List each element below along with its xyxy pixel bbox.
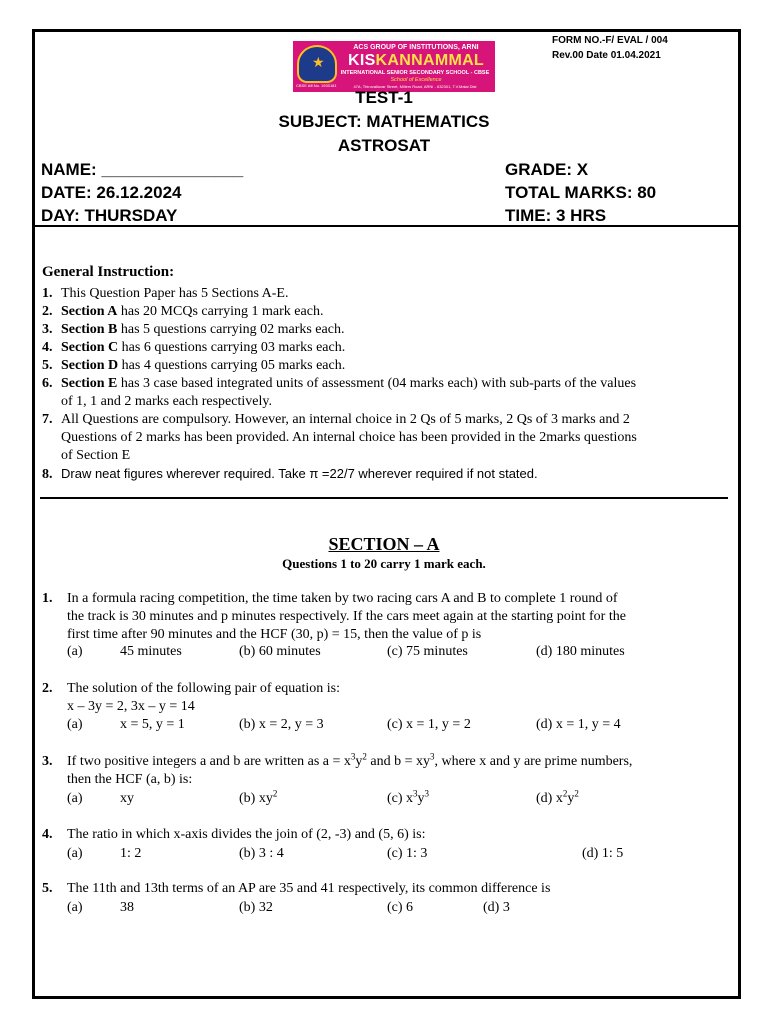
logo-kannammal: KANNAMMAL [375,52,485,69]
q1-option-a: 45 minutes [120,644,182,659]
q1-option-a-label: (a) [67,644,83,659]
subject-title: SUBJECT: MATHEMATICS [278,112,490,131]
q5-option-a: 38 [120,900,134,915]
logo-kis: KIS [347,52,376,69]
test-title: TEST-1 [355,88,413,103]
q4-option-c: (c) 1: 3 [387,846,428,861]
q1-option-c: (c) 75 minutes [387,644,468,659]
instruction-item: 8. Draw neat figures wherever required. Take π =22/7 wherever required if not stated. [42,466,538,482]
q1-option-b: (b) 60 minutes [239,644,321,659]
time-field: TIME: 3 HRS [505,206,607,225]
logo-school: INTERNATIONAL SENIOR SECONDARY SCHOOL - CBSE [340,70,490,76]
form-no-text: FORM NO.-F/ EVAL / 004 [552,35,668,46]
instruction-item: 6. Section E has 3 case based integrated units of assessment (04 marks each) with sub-parts of the values of 1, 1 and 2 marks each respectively. [42,376,637,409]
logo-tagline: School of Excellence [390,77,442,83]
q2-option-a: x = 5, y = 1 [120,717,185,732]
revision-text: Rev.00 Date 01.04.2021 [552,50,661,61]
q4-option-a-label: (a) [67,846,83,861]
question-2: 2. The solution of the following pair of equation is: x – 3y = 2, 3x – y = 14 [42,681,340,714]
logo-group: ACS GROUP OF INSTITUTIONS, ARNI [353,44,479,51]
school-logo [293,41,495,92]
header-divider [32,225,738,227]
instruction-item: 1. This Question Paper has 5 Sections A-E. [42,286,289,301]
form-number [552,33,668,63]
q2-option-d: (d) x = 1, y = 4 [536,717,621,732]
q3-option-d: (d) $x^2y^2$ [536,788,579,806]
name-field: NAME: _______________ [41,160,244,179]
q2-option-c: (c) x = 1, y = 2 [387,717,471,732]
logo-name [341,52,491,69]
q3-option-b: (b) $xy^2$ [239,788,278,806]
q1-option-d: (d) 180 minutes [536,644,625,659]
q4-option-d: (d) 1: 5 [582,846,624,861]
question-3: 3. If two positive integers a and b are written as $a = x^3y^2$ and $b = xy^3$, where x and y are prime numbers, then the HCF (a, b) is: [42,751,633,787]
section-subtitle: Questions 1 to 20 carry 1 mark each. [282,556,486,571]
grade-field: GRADE: X [505,160,589,179]
q5-option-a-label: (a) [67,900,83,915]
q3-option-a: xy [120,791,134,806]
logo-affiliation: CBSE Aff.No. 1930181 [296,83,337,88]
q4-option-b: (b) 3 : 4 [239,846,284,861]
section-title: SECTION – A [328,534,440,554]
q5-option-b: (b) 32 [239,900,273,915]
instruction-item: 5. Section D has 4 questions carrying 05 marks each. [42,358,346,373]
instruction-item: 2. Section A has 20 MCQs carrying 1 mark each. [42,304,324,319]
q5-option-d: (d) 3 [483,900,510,915]
day-field: DAY: THURSDAY [41,206,178,225]
date-field: DATE: 26.12.2024 [41,183,182,202]
question-5: 5. The 11th and 13th terms of an AP are 35 and 41 respectively, its common difference is [42,881,551,896]
q4-option-a: 1: 2 [120,846,142,861]
question-4: 4. The ratio in which x-axis divides the join of (2, -3) and (5, 6) is: [42,827,426,842]
instructions-divider [40,497,728,499]
question-1: 1. In a formula racing competition, the time taken by two racing cars A and B to complete 1 round of the track is 30 minutes and p minutes respectively. If the cars meet again at the starting point for the first time after 90 minutes and the HCF (30, p) = 15, then the value of p is [42,591,626,642]
q3-option-c: (c) $x^3y^3$ [387,788,430,806]
instruction-item: 4. Section C has 6 questions carrying 03 marks each. [42,340,346,355]
q3-option-a-label: (a) [67,791,83,806]
instruction-item: 3. Section B has 5 questions carrying 02 marks each. [42,322,345,337]
q2-option-a-label: (a) [67,717,83,732]
instructions-title: General Instruction: [42,264,175,280]
batch-title: ASTROSAT [337,136,431,155]
q5-option-c: (c) 6 [387,900,414,915]
instruction-item: 7. All Questions are compulsory. However, an internal choice in 2 Qs of 5 marks, 2 Qs of 3 marks and 2 Questions of 2 marks has been provided. An internal choice has been provided in the 2marks questions of Section E [42,412,637,463]
total-marks-field: TOTAL MARKS: 80 [505,183,657,202]
q2-option-b: (b) x = 2, y = 3 [239,717,324,732]
emblem-icon: ★ [297,45,337,83]
logo-address: 47A, Thiruvalluvar Street, Millers Road, ARNI - 632301, T.V.Malai Dist [353,84,477,89]
